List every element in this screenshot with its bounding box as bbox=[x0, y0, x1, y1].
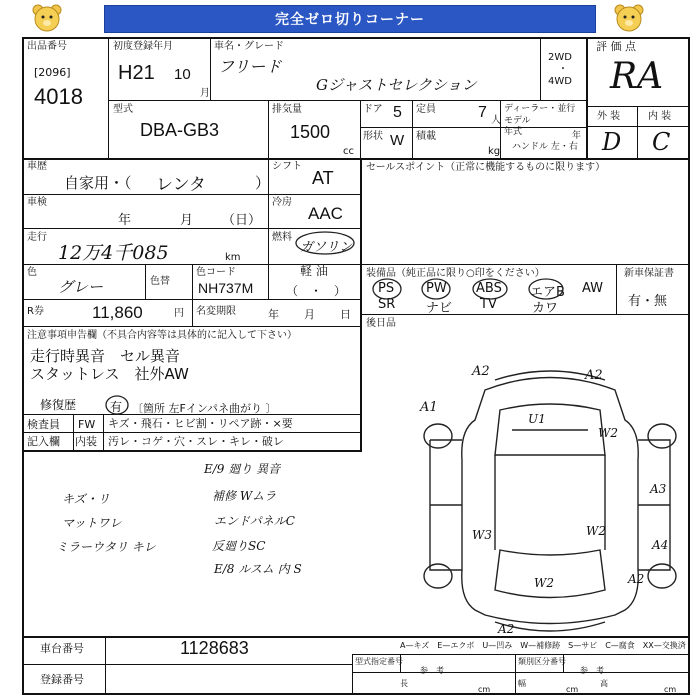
displacement-value: 1500 bbox=[290, 122, 331, 142]
repair-detail: 〔箇所 左Fインパネ曲がり 〕 bbox=[132, 402, 277, 415]
color-swap-label: 色替 bbox=[150, 276, 170, 287]
inspector-row-1: キズ・飛石・ヒビ割・リペア跡・×要 bbox=[108, 417, 293, 430]
aircon-value: AAC bbox=[308, 204, 343, 223]
drive-4wd: 4WD bbox=[548, 76, 572, 87]
equipment-ps: PS bbox=[378, 281, 395, 296]
handwritten-note-right: 補修 Wムラ bbox=[212, 489, 277, 503]
bear-mascot-icon bbox=[30, 2, 64, 36]
damage-legend: A—キズ E—エクボ U—凹み W—補修跡 S—サビ C—腐食 XX—交換済 bbox=[400, 641, 686, 650]
handwritten-note-left: マットワレ bbox=[62, 516, 122, 530]
damage-mark: U1 bbox=[528, 412, 546, 426]
damage-mark: A3 bbox=[650, 482, 667, 496]
car-name-label: 車名・グレード bbox=[214, 41, 284, 52]
evaluation-score: RA bbox=[610, 56, 664, 97]
dealer-model-label: モデル bbox=[504, 116, 531, 126]
equipment-abs: ABS bbox=[476, 281, 502, 296]
doors-label: ドア bbox=[363, 104, 383, 115]
usage-close: ） bbox=[255, 174, 271, 192]
damage-mark: W2 bbox=[598, 426, 618, 440]
equipment-airbag: エアB bbox=[530, 285, 565, 300]
fuel-diesel: 軽 油 bbox=[300, 264, 328, 278]
class-number-label: 類別区分番号 bbox=[518, 657, 566, 666]
shape-label: 形状 bbox=[363, 131, 383, 142]
exterior-grade: D bbox=[602, 128, 622, 156]
usage-open: 自家用・（ bbox=[64, 174, 132, 192]
displacement-label: 排気量 bbox=[272, 104, 302, 115]
inspection-day: （日） bbox=[222, 213, 262, 228]
recycle-unit: 円 bbox=[174, 308, 184, 319]
dealer-year-unit: 年 bbox=[572, 131, 582, 141]
inspector-label: 検査員 bbox=[27, 418, 60, 431]
color-code: NH737M bbox=[198, 280, 254, 296]
repair-label: 修復歴 bbox=[40, 398, 77, 412]
equipment-sr: SR bbox=[378, 297, 396, 312]
new-warranty-label: 新車保証書 bbox=[624, 268, 674, 279]
registration-label: 登録番号 bbox=[40, 673, 84, 686]
mileage-label: 走行 bbox=[27, 232, 47, 243]
notes-line-2: スタットレス 社外AW bbox=[30, 365, 189, 383]
color-value: グレー bbox=[58, 278, 104, 296]
chassis-number: 1128683 bbox=[180, 638, 249, 658]
dealer-label: ディーラー・並行 bbox=[504, 104, 576, 114]
mileage-unit: km bbox=[225, 252, 241, 263]
equipment-tv: TV bbox=[480, 297, 497, 312]
lot-number-label: 出品番号 bbox=[27, 41, 67, 52]
shape-value: W bbox=[390, 132, 405, 149]
recycle-label: R券 bbox=[27, 306, 44, 317]
inspector-fw: FW bbox=[78, 418, 96, 431]
first-registration-label: 初度登録年月 bbox=[113, 41, 173, 52]
damage-mark: A1 bbox=[420, 400, 438, 415]
sales-point-label: セールスポイント（正常に機能するものに限ります） bbox=[366, 162, 606, 173]
equipment-circles-icon bbox=[360, 276, 620, 302]
evaluation-label: 評 価 点 bbox=[596, 40, 636, 53]
shift-label: シフト bbox=[272, 161, 302, 172]
fuel-bracket: （ ・ ） bbox=[286, 284, 347, 298]
inspector-interior: 内装 bbox=[75, 435, 97, 448]
inspection-year: 年 bbox=[118, 213, 132, 228]
dimension-height: 高 bbox=[600, 679, 608, 688]
equipment-aw: AW bbox=[582, 281, 604, 296]
bear-mascot-icon bbox=[612, 2, 646, 36]
first-registration-year: H21 bbox=[118, 62, 155, 84]
handwritten-note-left: キズ・リ bbox=[62, 492, 110, 506]
exterior-label: 外 装 bbox=[597, 111, 621, 122]
lot-sub-number: [2096] bbox=[34, 66, 71, 79]
usage-label: 車歴 bbox=[27, 161, 47, 172]
type-number-note: 参 考 bbox=[420, 666, 444, 675]
month-unit: 月 bbox=[200, 88, 210, 99]
expiry-label: 名変期限 bbox=[196, 306, 236, 317]
interior-grade: C bbox=[652, 128, 671, 156]
load-unit: kg bbox=[488, 146, 501, 157]
repair-value: 有 bbox=[110, 400, 123, 414]
later-items-label: 後日品 bbox=[366, 318, 396, 329]
load-label: 積載 bbox=[416, 131, 436, 142]
dimension-length: 長 bbox=[400, 679, 408, 688]
inspection-month: 月 bbox=[180, 213, 194, 228]
damage-mark: W3 bbox=[472, 528, 492, 542]
aircon-label: 冷房 bbox=[272, 197, 292, 208]
usage-value: レンタ bbox=[156, 175, 206, 195]
equipment-navi: ナビ bbox=[426, 301, 453, 316]
dealer-year-label: 年式 bbox=[504, 127, 523, 137]
model-code: DBA-GB3 bbox=[140, 120, 220, 140]
capacity-label: 定員 bbox=[416, 104, 436, 115]
equipment-pw: PW bbox=[426, 281, 447, 296]
displacement-unit: cc bbox=[343, 146, 354, 157]
dimension-width: 幅 bbox=[518, 679, 526, 688]
damage-mark: A4 bbox=[652, 538, 669, 552]
new-warranty-value: 有・無 bbox=[628, 294, 668, 309]
shift-value: AT bbox=[312, 168, 334, 188]
equipment-leather: カワ bbox=[532, 301, 559, 316]
expiry-year: 年 bbox=[268, 308, 279, 321]
vehicle-damage-diagram bbox=[400, 360, 690, 636]
damage-mark: W2 bbox=[586, 524, 606, 538]
damage-mark: W2 bbox=[534, 576, 554, 590]
damage-mark: A2 bbox=[628, 572, 645, 586]
recycle-value: 11,860 bbox=[92, 303, 143, 322]
notes-line-1: 走行時異音 セル異音 bbox=[30, 347, 181, 365]
handwritten-note-right: エンドパネルC bbox=[214, 514, 295, 528]
drive-2wd: 2WD bbox=[548, 52, 572, 63]
handwritten-note-right: E/8 ルスム 内 S bbox=[214, 562, 302, 576]
handwritten-note-right: 反廻りSC bbox=[212, 539, 266, 553]
repair-circle-icon bbox=[104, 394, 130, 416]
fuel-circle-icon bbox=[294, 230, 356, 256]
mileage-value: 12万4千085 bbox=[58, 242, 169, 264]
interior-label: 内 装 bbox=[648, 111, 672, 122]
inspector-row-2: 汚レ・コゲ・穴・スレ・キレ・破レ bbox=[108, 435, 284, 448]
fuel-value: ガソリン bbox=[300, 240, 353, 255]
damage-mark: A2 bbox=[472, 364, 490, 379]
doors-value: 5 bbox=[393, 104, 402, 121]
damage-mark: A2 bbox=[498, 622, 515, 636]
inspector-entry-label: 記入欄 bbox=[27, 435, 60, 448]
class-number-note: 参 考 bbox=[580, 666, 604, 675]
first-registration-month: 10 bbox=[174, 66, 191, 83]
capacity-value: 7 bbox=[478, 104, 487, 121]
chassis-label: 車台番号 bbox=[40, 642, 84, 655]
color-code-label: 色コード bbox=[196, 267, 236, 278]
inspection-label: 車検 bbox=[27, 197, 47, 208]
equipment-label: 装備品（純正品に限り○印をください） bbox=[366, 268, 545, 279]
fuel-label: 燃料 bbox=[272, 232, 292, 243]
handle-label: ハンドル 左・右 bbox=[512, 142, 578, 152]
car-name: フリード bbox=[218, 57, 282, 76]
expiry-day: 日 bbox=[340, 308, 351, 321]
capacity-unit: 人 bbox=[491, 115, 501, 126]
banner-title: 完全ゼロ切りコーナー bbox=[104, 5, 596, 33]
car-grade: Gジャストセレクション bbox=[316, 76, 477, 94]
expiry-month: 月 bbox=[304, 308, 315, 321]
model-label: 型式 bbox=[113, 104, 133, 115]
color-label: 色 bbox=[27, 267, 37, 278]
type-number-label: 型式指定番号 bbox=[355, 657, 403, 666]
handwritten-note-left: ミラーウタリ キレ bbox=[56, 540, 156, 554]
notes-label: 注意事項申告欄（不具合内容等は具体的に記入して下さい） bbox=[27, 330, 297, 341]
lot-number: 4018 bbox=[34, 84, 83, 109]
handwritten-note-right: E/9 廻り 異音 bbox=[204, 462, 281, 476]
damage-mark: A2 bbox=[585, 368, 603, 383]
